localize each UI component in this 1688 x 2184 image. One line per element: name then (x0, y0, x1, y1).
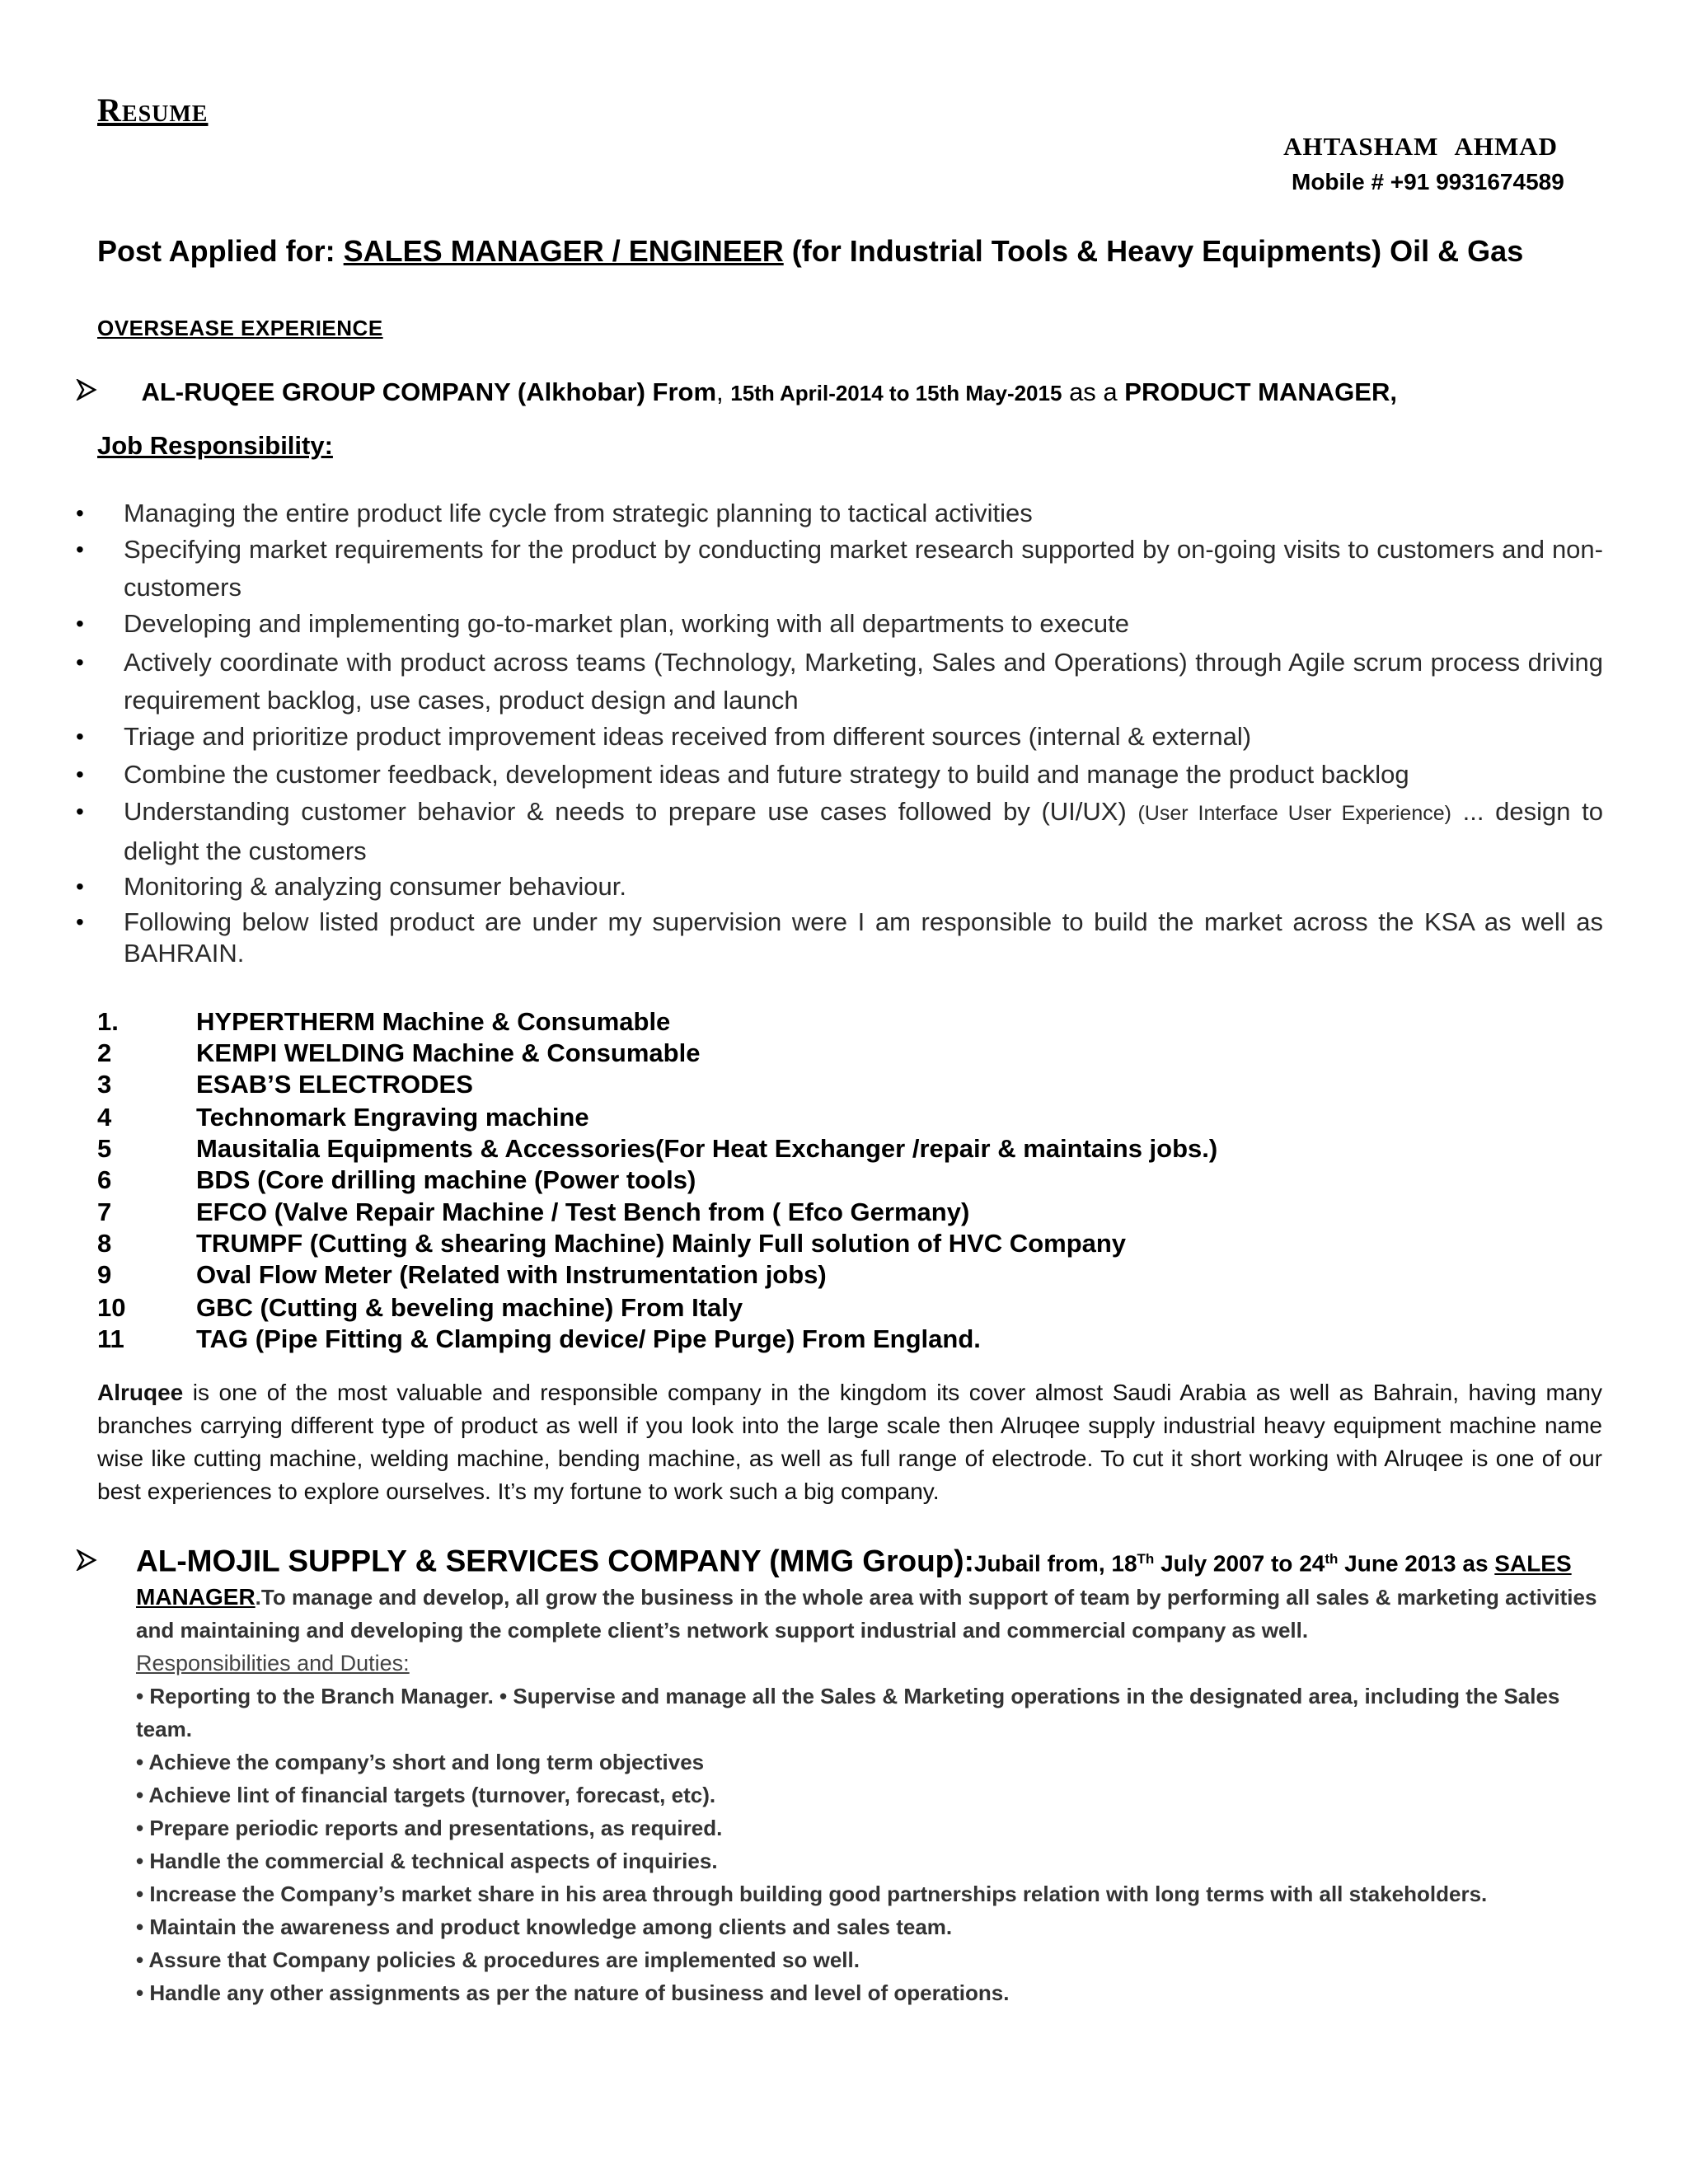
alruqee-bold: Alruqee (97, 1380, 184, 1405)
list-item: • Managing the entire product life cycle from strategic planning to tactical activities (124, 494, 1603, 532)
resume-title: Resume (97, 91, 209, 129)
post-detail: (for Industrial Tools & Heavy Equipments) Oil & Gas (791, 234, 1524, 268)
product-name: Oval Flow Meter (Related with Instrumentation jobs) (196, 1260, 827, 1289)
list-item: • Following below listed product are under my supervision were I am responsible to build the market across the KSA as well as BAHRAIN. (124, 907, 1603, 969)
product-name: GBC (Cutting & beveling machine) From Italy (196, 1293, 743, 1322)
product-name: Mausitalia Equipments & Accessories(For Heat Exchanger /repair & maintains jobs.) (196, 1134, 1218, 1163)
duty-item: • Maintain the awareness and product knowledge among clients and sales team. (136, 1914, 953, 1939)
duty-item: • Reporting to the Branch Manager. • Supervise and manage all the Sales & Marketing operations in the designated area, including the Sales team. (136, 1683, 1560, 1741)
arrow-bullet-icon (76, 377, 135, 407)
superscript: Th (1137, 1551, 1155, 1567)
product-number: 7 (97, 1197, 112, 1226)
overseas-heading: OVERSEASE EXPERIENCE (97, 316, 383, 340)
post-applied (97, 234, 1523, 269)
product-name: ESAB’S ELECTRODES (196, 1070, 473, 1099)
product-number: 4 (97, 1103, 112, 1132)
list-item: • Actively coordinate with product across teams (Technology, Marketing, Sales and Operations) through Agile scrum process driving requirement backlog, use cases, product design and launch (124, 644, 1603, 719)
product-name: BDS (Core drilling machine (Power tools) (196, 1165, 696, 1194)
product-number: 10 (97, 1293, 126, 1322)
mobile-number: Mobile # +91 9931674589 (1292, 169, 1564, 194)
arrow-bullet-icon (76, 1549, 97, 1577)
job1-period: 15th April-2014 to 15th May-2015 (730, 381, 1062, 405)
responsibilities-heading: Responsibilities and Duties: (136, 1650, 410, 1675)
alruqee-text: is one of the most valuable and responsible company in the kingdom its cover almost Saudi Arabia as well as Bahrain, having many branches carrying different type of product as well if you look into the large scale then Alruqee supply industrial heavy equipment machine name wise like cutting machine, welding machine, bending machine, as well as full range of electrode. To cut it short working with Alruqee is one of our best experiences to explore ourselves. It’s my fortune to work such a big company. (97, 1380, 1602, 1504)
list-item: • Triage and prioritize product improvement ideas received from different sources (internal & external) (124, 718, 1603, 756)
job2-location: Jubail from, 18 (973, 1550, 1137, 1577)
product-number: 5 (97, 1134, 112, 1163)
job-responsibility-heading: Job Responsibility: (97, 431, 333, 460)
product-name: TRUMPF (Cutting & shearing Machine) Mainly Full solution of HVC Company (196, 1229, 1127, 1258)
job2-intro: .To manage and develop, all grow the business in the whole area with support of team by performing all sales & marketing activities and maintaining and developing the complete client’s network support industrial and commercial company as well. (136, 1584, 1597, 1643)
list-item: • Combine the customer feedback, development ideas and future strategy to build and manage the product backlog (124, 756, 1603, 794)
post-label: Post Applied for: (97, 234, 335, 268)
post-position: SALES MANAGER / ENGINEER (343, 234, 784, 268)
superscript: th (1325, 1551, 1339, 1567)
product-number: 11 (97, 1324, 124, 1353)
duty-item: • Achieve lint of financial targets (turnover, forecast, etc). (136, 1782, 716, 1807)
list-item: • Developing and implementing go-to-market plan, working with all departments to execute (124, 605, 1603, 643)
job1-role: PRODUCT MANAGER, (1124, 377, 1397, 406)
product-name: EFCO (Valve Repair Machine / Test Bench from ( Efco Germany) (196, 1197, 970, 1226)
product-number: 1. (97, 1007, 119, 1036)
product-name: TAG (Pipe Fitting & Clamping device/ Pipe Purge) From England. (196, 1324, 981, 1353)
duty-item: • Assure that Company policies & procedures are implemented so well. (136, 1947, 860, 1972)
list-item (124, 793, 1603, 870)
job2-section (136, 1543, 1603, 2009)
list-item: • Monitoring & analyzing consumer behaviour. (124, 868, 1603, 906)
product-number: 3 (97, 1070, 112, 1099)
job2-date: July 2007 to 24 (1154, 1550, 1325, 1577)
product-number: 2 (97, 1038, 112, 1067)
list-item: • Specifying market requirements for the product by conducting market research supported by on-going visits to customers and non-customers (124, 531, 1603, 607)
alruqee-summary (97, 1376, 1602, 1508)
duty-item: • Handle the commercial & technical aspects of inquiries. (136, 1848, 718, 1873)
duty-item: • Increase the Company’s market share in his area through building good partnerships relation with long terms with all stakeholders. (136, 1881, 1488, 1906)
product-name: KEMPI WELDING Machine & Consumable (196, 1038, 701, 1067)
candidate-name: AHTASHAM AHMAD (1283, 132, 1558, 161)
job1-company: AL-RUQEE GROUP COMPANY (Alkhobar) From (141, 377, 717, 406)
job1-header: AL-RUQEE GROUP COMPANY (Alkhobar) From, 15th April-2014 to 15th May-2015 as a PRODUCT MANAGER, (76, 377, 1397, 407)
job2-date: June 2013 as (1338, 1550, 1495, 1577)
product-number: 9 (97, 1260, 112, 1289)
duty-item: • Prepare periodic reports and presentations, as required. (136, 1815, 723, 1840)
job2-company: AL-MOJIL SUPPLY & SERVICES COMPANY (MMG Group): (136, 1544, 974, 1578)
ux-bullet-post: ... design to delight the customers (124, 797, 1603, 865)
duty-item: • Achieve the company’s short and long term objectives (136, 1749, 705, 1774)
product-name: HYPERTHERM Machine & Consumable (196, 1007, 671, 1036)
product-name: Technomark Engraving machine (196, 1103, 589, 1132)
job2-header (136, 1543, 1603, 1647)
ux-bullet-small: (User Interface User Experience) (1137, 802, 1451, 825)
product-number: 6 (97, 1165, 112, 1194)
duty-item: • Handle any other assignments as per the nature of business and level of operations. (136, 1980, 1010, 2005)
ux-bullet-pre: Understanding customer behavior & needs to prepare use cases followed by (UI/UX) (124, 797, 1127, 826)
product-number: 8 (97, 1229, 112, 1258)
job1-as: as a (1069, 377, 1118, 406)
job2-role: SALES MANAGER (136, 1550, 1572, 1610)
